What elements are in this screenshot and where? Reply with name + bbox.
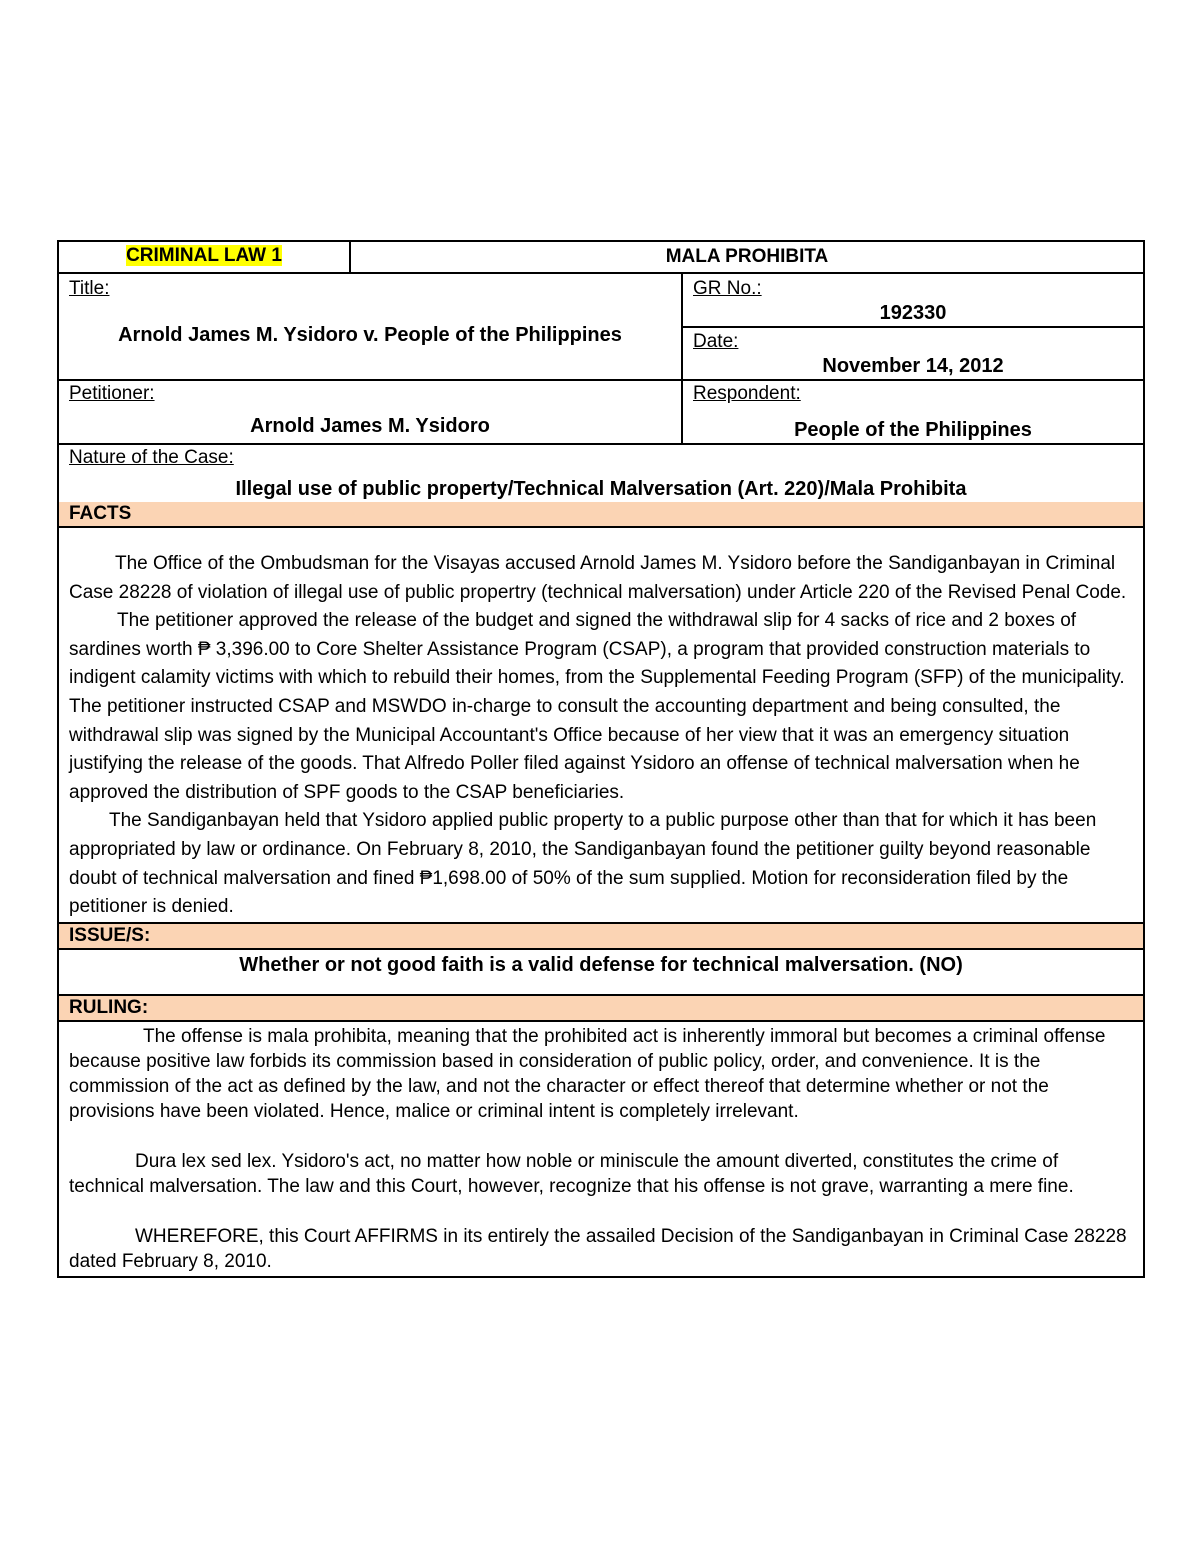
facts-heading: FACTS bbox=[58, 502, 1144, 527]
topic-cell bbox=[350, 241, 1144, 273]
date-label: Date: bbox=[693, 331, 739, 352]
ruling-body-row bbox=[58, 1021, 1144, 1277]
respondent-name: People of the Philippines bbox=[794, 419, 1032, 441]
title-label: Title: bbox=[69, 278, 110, 299]
issue-text: Whether or not good faith is a valid defense for technical malversation. (NO) bbox=[239, 953, 963, 976]
case-digest-sheet bbox=[57, 240, 1143, 1278]
case-digest-table bbox=[57, 240, 1145, 1278]
ruling-heading-row bbox=[58, 995, 1144, 1021]
ruling-paragraph-2: Dura lex sed lex. Ysidoro's act, no matter how noble or miniscule the amount diverted, constitutes the crime of technical malversation. The law and this Court, however, recognize that his offense is not grave, warranting a mere fine. bbox=[69, 1150, 1074, 1197]
title-cell bbox=[58, 273, 682, 380]
issue-heading-row bbox=[58, 923, 1144, 949]
ruling-body bbox=[58, 1021, 1144, 1277]
ruling-heading: RULING: bbox=[58, 995, 1144, 1021]
title-gr-row bbox=[58, 273, 1144, 327]
facts-body bbox=[58, 527, 1144, 923]
respondent-cell bbox=[682, 380, 1144, 444]
gr-cell bbox=[682, 273, 1144, 327]
petitioner-name: Arnold James M. Ysidoro bbox=[250, 415, 490, 437]
course-cell bbox=[58, 241, 350, 273]
header-row bbox=[58, 241, 1144, 273]
gr-number: 192330 bbox=[879, 302, 947, 324]
issue-body-row bbox=[58, 949, 1144, 995]
facts-paragraph-3: The Sandiganbayan held that Ysidoro applied public property to a public purpose other than that for which it has been appropriated by law or ordinance. On February 8, 2010, the Sandiganbayan found the petitioner guilty beyond reasonable doubt of technical malversation and fined ₱1,698.00 of 50% of the sum supplied. Motion for reconsideration filed by the petitioner is denied. bbox=[69, 810, 1097, 918]
gr-label: GR No.: bbox=[693, 278, 762, 299]
petitioner-label: Petitioner: bbox=[69, 383, 155, 404]
nature-row bbox=[58, 444, 1144, 502]
case-date: November 14, 2012 bbox=[822, 355, 1004, 377]
course-label: CRIMINAL LAW 1 bbox=[126, 245, 282, 266]
ruling-paragraph-3: WHEREFORE, this Court AFFIRMS in its entirely the assailed Decision of the Sandiganbayan in Criminal Case 28228 dated February 8, 2010. bbox=[69, 1225, 1127, 1272]
respondent-label: Respondent: bbox=[693, 383, 801, 404]
issue-body bbox=[58, 949, 1144, 995]
nature-label: Nature of the Case: bbox=[69, 447, 234, 468]
issue-heading: ISSUE/S: bbox=[58, 923, 1144, 949]
date-cell bbox=[682, 327, 1144, 380]
facts-body-row bbox=[58, 527, 1144, 923]
case-title: Arnold James M. Ysidoro v. People of the Philippines bbox=[118, 324, 622, 346]
nature-of-case: Illegal use of public property/Technical Malversation (Art. 220)/Mala Prohibita bbox=[235, 478, 967, 500]
ruling-paragraph-1: The offense is mala prohibita, meaning that the prohibited act is inherently immoral but becomes a criminal offense because positive law forbids its commission based in consideration of public policy, order, and convenience. It is the commission of the act as defined by the law, and not the character or effect thereof that determine whether or not the provisions have been violated. Hence, malice or criminal intent is completely irrelevant. bbox=[69, 1025, 1106, 1122]
nature-cell bbox=[58, 444, 1144, 502]
topic-label: MALA PROHIBITA bbox=[665, 246, 829, 267]
facts-paragraph-1: The Office of the Ombudsman for the Visayas accused Arnold James M. Ysidoro before the Sandiganbayan in Criminal Case 28228 of violation of illegal use of public propertry (technical malversation) under Article 220 of the Revised Penal Code. bbox=[69, 553, 1127, 603]
facts-paragraph-2: The petitioner approved the release of the budget and signed the withdrawal slip for 4 sacks of rice and 2 boxes of sardines worth ₱ 3,396.00 to Core Shelter Assistance Program (CSAP), a program that provided construction materials to indigent calamity victims with which to rebuild their homes, from the Supplemental Feeding Program (SFP) of the municipality. The petitioner instructed CSAP and MSWDO in-charge to consult the accounting department and being consulted, the withdrawal slip was signed by the Municipal Accountant's Office because of her view that it was an emergency situation justifying the release of the goods. That Alfredo Poller filed against Ysidoro an offense of technical malversation when he approved the distribution of SPF goods to the CSAP beneficiaries. bbox=[69, 610, 1125, 803]
petitioner-cell bbox=[58, 380, 682, 444]
parties-row bbox=[58, 380, 1144, 444]
facts-heading-row bbox=[58, 502, 1144, 527]
